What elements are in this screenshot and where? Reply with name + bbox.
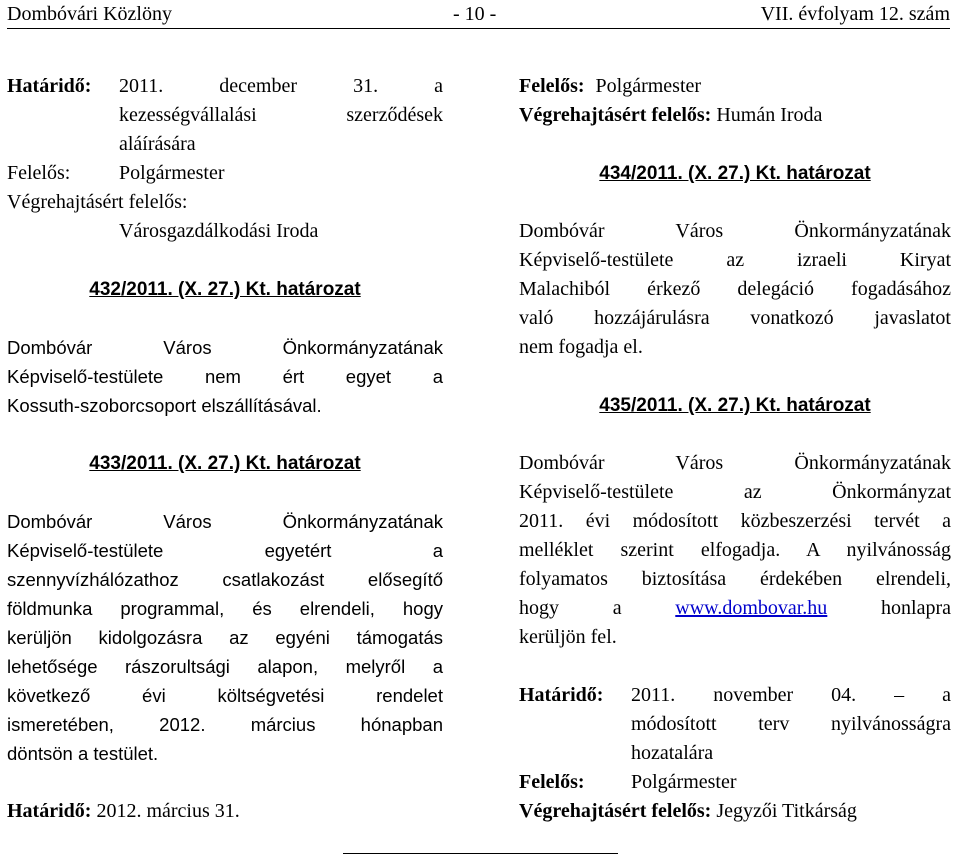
deadline-line: hozatalára [631,742,714,764]
text-line: Képviselő-testülete az izraeli Kiryat [519,249,951,271]
text-line: 2011. évi módosított közbeszerzési tervét a [519,510,951,532]
page-header [7,0,950,29]
executor-value: Városgazdálkodási Iroda [119,220,319,242]
resolution-435-text [519,449,951,652]
responsible-value: Polgármester [119,162,225,184]
publication-title: Dombóvári Közlöny [7,3,172,25]
resolution-433-text [7,507,443,768]
deadline-value: 2012. március 31. [96,800,240,822]
responsible-row-2 [519,768,951,797]
resolution-432-text [7,333,443,420]
footer-divider [343,853,618,854]
executor-row-2 [519,797,951,826]
text-line: Kossuth-szoborcsoport elszállításával. [7,395,322,416]
text-line: Képviselő-testülete az Önkormányzat [519,481,951,503]
executor-value: Humán Iroda [716,104,823,126]
resolution-432-title: 432/2011. (X. 27.) Kt. határozat [89,279,361,300]
responsible-row [519,72,951,101]
right-column [519,72,951,826]
resolution-434-text [519,217,951,362]
executor-label: Végrehajtásért felelős: [519,104,712,126]
text-line: szennyvízhálózathoz csatlakozást elősegítő [7,569,443,590]
responsible-row [7,159,443,188]
text-line: Dombóvár Város Önkormányzatának [519,452,951,474]
deadline-line: aláírására [119,133,196,155]
text-line: Képviselő-testülete nem ért egyet a [7,366,443,387]
responsible-value: Polgármester [631,771,737,793]
deadline-block [519,681,951,768]
text-line-with-link [519,594,951,623]
deadline-line: 2011. november 04. – a [631,684,951,706]
deadline-line: módosított terv nyilvánosságra [631,713,951,735]
text-line: Dombóvár Város Önkormányzatának [519,220,951,242]
text-line: Képviselő-testülete egyetért a [7,540,443,561]
text-line: Dombóvár Város Önkormányzatának [7,511,443,532]
text-line: folyamatos biztosítása érdekében elrendeli, [519,568,951,590]
left-column [7,72,443,826]
text-line: kerüljön kidolgozásra az egyéni támogatás [7,627,443,648]
resolution-434-title: 434/2011. (X. 27.) Kt. határozat [599,163,871,184]
text-line: Dombóvár Város Önkormányzatának [7,337,443,358]
text-line: ismeretében, 2012. március hónapban [7,714,443,735]
text-line: nem fogadja el. [519,336,643,358]
text-line: kerüljön fel. [519,626,617,648]
executor-label: Végrehajtásért felelős: [7,191,188,213]
text-line: Malachiból érkező delegáció fogadásához [519,278,951,300]
responsible-label: Felelős: [7,162,71,184]
executor-label: Végrehajtásért felelős: [519,800,712,822]
executor-value: Jegyzői Titkárság [716,800,857,822]
text-line: való hozzájárulásra vonatkozó javaslatot [519,307,951,329]
text-fragment: honlapra [881,597,951,619]
resolution-435-title: 435/2011. (X. 27.) Kt. határozat [599,395,871,416]
resolution-433-title: 433/2011. (X. 27.) Kt. határozat [89,453,361,474]
text-line: melléklet szerint elfogadja. A nyilvánosság [519,539,951,561]
responsible-label: Felelős: [519,771,585,793]
website-link[interactable]: www.dombovar.hu [675,597,828,619]
deadline-label: Határidő: [7,800,92,822]
text-fragment: hogy a [519,597,622,619]
page-number: - 10 - [453,3,497,25]
executor-row [519,101,951,130]
deadline-label: Határidő: [7,75,92,97]
deadline-block [7,72,443,159]
deadline-line: 2011. december 31. a [119,75,443,97]
resolution-433-deadline [7,797,443,826]
responsible-value: Polgármester [595,75,702,97]
text-line: döntsön a testület. [7,743,159,764]
text-line: lehetősége rászorultsági alapon, melyről a [7,656,443,677]
deadline-label: Határidő: [519,684,604,706]
issue-info: VII. évfolyam 12. szám [760,3,950,25]
deadline-line: kezességvállalási szerződések [119,104,443,126]
text-line: földmunka programmal, és elrendeli, hogy [7,598,443,619]
responsible-label: Felelős: [519,75,585,97]
text-line: következő évi költségvetési rendelet [7,685,443,706]
